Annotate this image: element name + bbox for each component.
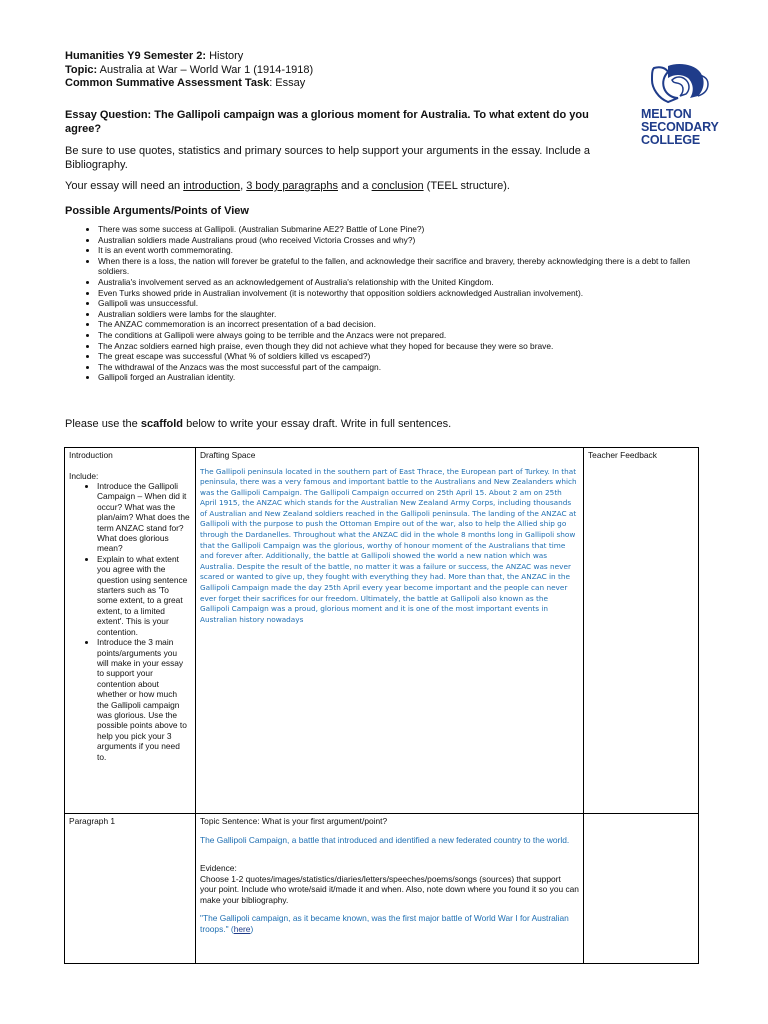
teacher-feedback-cell[interactable] [584, 448, 699, 814]
teel-sep-2: and a [337, 180, 372, 192]
argument-item: • There was some success at Gallipoli. (Australian Submarine AE2? Battle of Lone Pine?) [98, 224, 718, 235]
drafting-space-title: Drafting Space [200, 450, 256, 460]
argument-item: • Gallipoli forged an Australian identity. [98, 372, 718, 383]
paragraph-1-draft-cell[interactable] [196, 814, 584, 964]
task-value: : Essay [269, 77, 306, 89]
introduction-title: Introduction [69, 450, 113, 460]
argument-item: • The great escape was successful (What % of soldiers killed vs escaped?) [98, 351, 718, 362]
logo-line-3: COLLEGE [641, 133, 701, 147]
scaffold-pre: Please use the [65, 418, 141, 430]
arguments-list [82, 224, 718, 383]
teacher-feedback-title: Teacher Feedback [588, 450, 657, 460]
source-link[interactable]: here [233, 923, 251, 934]
logo-line-1: MELTON [641, 107, 692, 121]
topic-label: Topic: [65, 63, 98, 76]
include-item: • Explain to what extent you agree with the question using sentence starters such as 'To some extent, to a great extent, to a limited extent'. This is your contention. [97, 554, 191, 637]
evidence-instructions: Choose 1-2 quotes/images/statistics/diaries/letters/speeches/poems/songs (sources) that support your point. Include who wrote/said it/made it and when. Also, note down where you found it so you can make your bibliography. [200, 873, 579, 905]
include-item: • Introduce the Gallipoli Campaign – When did it occur? What was the plan/aim? What does the term ANZAC stand for? What does glorious mean? [97, 481, 191, 554]
paragraph-1-feedback-cell[interactable] [584, 814, 699, 964]
drafting-space-cell[interactable] [196, 448, 584, 814]
teel-conclusion: conclusion [371, 180, 424, 192]
subject-label: Humanities Y9 Semester 2: [65, 50, 207, 62]
scaffold-instruction [65, 418, 451, 430]
document-header [65, 50, 605, 91]
teel-post: (TEEL structure). [423, 180, 510, 192]
argument-item: • Australia's involvement served as an acknowledgement of Australia's relationship with the United Kingdom. [98, 277, 718, 288]
essay-scaffold-table [64, 447, 699, 964]
argument-item: • The Anzac soldiers earned high praise, even though they did not achieve what they hoped for because they were so brave. [98, 341, 718, 352]
subject-value: History [206, 50, 244, 62]
task-label: Common Summative Assessment Task [65, 77, 270, 89]
argument-item: • The ANZAC commemoration is an incorrect presentation of a bad decision. [98, 319, 718, 330]
evidence-label: Evidence: [200, 863, 237, 873]
argument-item: • Gallipoli was unsuccessful. [98, 298, 718, 309]
topic-sentence-prompt: Topic Sentence: What is your first argument/point? [200, 816, 388, 826]
teel-introduction: introduction [183, 180, 241, 192]
topic-sentence-answer: The Gallipoli Campaign, a battle that introduced and identified a new federated country to the world. [200, 834, 570, 845]
scaffold-bold: scaffold [140, 418, 184, 430]
teel-sep-1: , [240, 180, 247, 192]
argument-item: • It is an event worth commemorating. [98, 245, 718, 256]
table-row-paragraph-1 [65, 814, 699, 964]
quote-end: ) [250, 923, 254, 934]
evidence-quote [200, 913, 579, 934]
teel-pre: Your essay will need an [65, 180, 184, 192]
teel-structure-line [65, 180, 510, 192]
argument-item: • Australian soldiers made Australians proud (who received Victoria Crosses and why?) [98, 235, 718, 246]
quote-text: "The Gallipoli campaign, as it became known, was the first major battle of World War I for Australian troops." ( [200, 913, 569, 934]
include-list [69, 481, 191, 762]
argument-item: • Australian soldiers were lambs for the slaughter. [98, 309, 718, 320]
paragraph-1-title: Paragraph 1 [69, 816, 116, 826]
instructions-text: Be sure to use quotes, statistics and primary sources to help support your arguments in the essay. Include a Bibliography. [65, 145, 591, 171]
include-item: • Introduce the 3 main points/arguments you will make in your essay to support your contention about whether or how much the Gallipoli campaign was glorious. Use the possible points above to help you pick your 3 arguments if you need to. [97, 637, 191, 762]
logo-line-2: SECONDARY [641, 120, 719, 134]
topic-value: Australia at War – World War 1 (1914-1918) [97, 63, 314, 76]
argument-item: • When there is a loss, the nation will forever be grateful to the fallen, and acknowledge their sacrifice and bravery, thereby acknowledging there is a debt to fallen soldiers. [98, 256, 718, 277]
essay-question: Essay Question: The Gallipoli campaign was a glorious moment for Australia. To what extent do you agree? [65, 109, 589, 135]
paragraph-1-cell [65, 814, 196, 964]
introduction-cell [65, 448, 196, 814]
scaffold-post: below to write your essay draft. Write in full sentences. [183, 418, 452, 430]
arguments-heading: Possible Arguments/Points of View [65, 205, 249, 217]
argument-item: • Even Turks showed pride in Australian involvement (it is noteworthy that opposition soldiers acknowledged Australian involvement). [98, 288, 718, 299]
table-row-introduction [65, 448, 699, 814]
argument-item: • The withdrawal of the Anzacs was the most successful part of the campaign. [98, 362, 718, 373]
school-logo-text [641, 108, 719, 147]
argument-item: • The conditions at Gallipoli were always going to be terrible and the Anzacs were not prepared. [98, 330, 718, 341]
draft-introduction-text: The Gallipoli peninsula located in the southern part of East Thrace, the European part of Turkey. In that peninsula, there was a very famous and important battle to the Australians and New Zealanders which was the Gallipoli Campaign. The Gallipoli Campaign occurred on 25th April 15. About 2 am on 25th April 1915, the ANZAC which stands for the Australian New Zealand Army Corps, including thousands of Australian and New Zealand soldiers reached in the Gallipoli peninsula. The landing of the ANZAC at Gallipoli with the purpose to push the Ottoman Empire out of the war, also to help the Allied ship go through the Dardanelles. Throughout what the ANZAC did in the whole 8 months long in Gallipoli show that the Gallipoli Campaign was the glorious, worthy of honour moment of the Australians that time and forever after. Additionally, the battle at Gallipoli showed the world a new nation which was Australia. Despite the result of the battle, no matter it was a failure or success, the ANZAC was never scared or wanted to give up, they fought with everything they had. More than that, the ANZAC in the Gallipoli Campaign made the day 25th April every year become important and the people can never ever forget their sacrifices for our freedom. Ultimately, the battle at Gallipoli also known as the Gallipoli Campaign was a proud, glorious moment and it is one of the most important events in Australian history nowadays [200, 466, 577, 624]
include-label: Include: [69, 470, 99, 481]
teel-body-paragraphs: 3 body paragraphs [246, 180, 338, 192]
